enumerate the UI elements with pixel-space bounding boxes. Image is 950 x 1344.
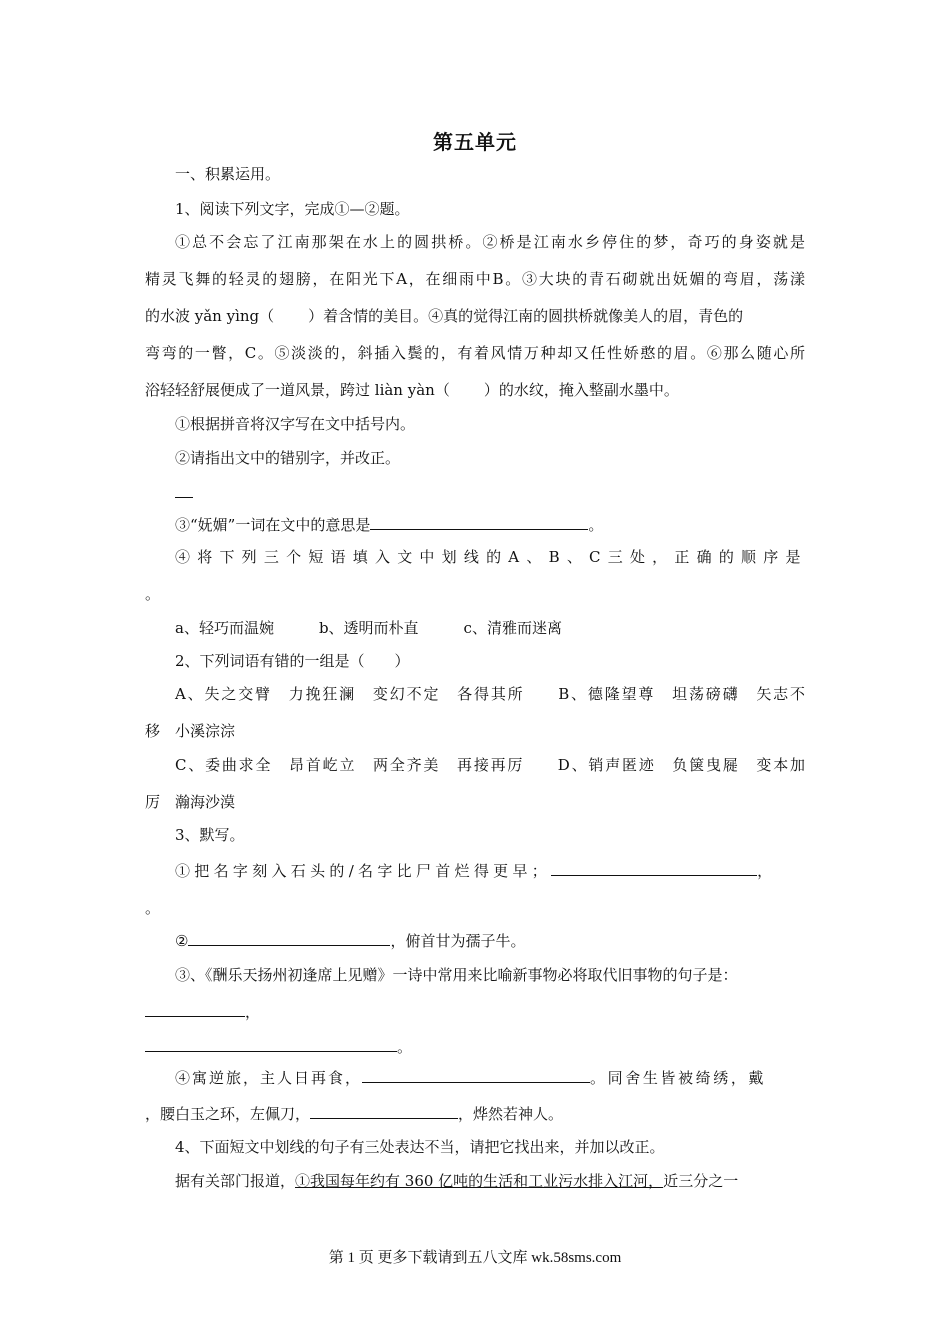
question-3-2-text: ，俯首甘为孺子牛。 [390, 932, 526, 950]
page-footer: 第 1 页 更多下载请到五八文库 wk.58sms.com [328, 1250, 622, 1266]
question-3-3-end: 。 [397, 1038, 413, 1056]
section-heading: 一、积累运用。 [175, 165, 281, 183]
answer-blank[interactable] [188, 930, 390, 946]
option-a-b: A、失之交臂 力挽狂澜 变幻不定 各得其所 B、德隆望尊 坦荡磅礴 矢志不 [175, 685, 805, 703]
passage-line-2: 精灵飞舞的轻灵的翅膀，在阳光下A，在细雨中B。③大块的青石砌就出妩媚的弯眉，荡漾 [145, 270, 805, 288]
answer-dash [175, 497, 193, 498]
question-3-4-text-4: ，烨然若神人。 [458, 1105, 564, 1123]
question-3-3: ③、《酬乐天扬州初逢席上见赠》一诗中常用来比喻新事物必将取代旧事物的句子是： [175, 966, 738, 984]
passage-line-1: ①总不会忘了江南那架在水上的圆拱桥。②桥是江南水乡停住的梦，奇巧的身姿就是 [175, 233, 805, 251]
passage-line-3b: ）着含情的美目。④真的觉得江南的圆拱桥就像美人的眉，青色的 [308, 307, 744, 325]
question-1-3-end: 。 [588, 516, 604, 534]
passage-line-5b: ）的水纹，掩入整副水墨中。 [483, 381, 679, 399]
answer-blank[interactable] [551, 860, 757, 876]
option-c-d: C、委曲求全 昂首屹立 两全齐美 再接再厉 D、销声匿迹 负箧曳屣 变本加 [175, 756, 805, 774]
question-3-4-text: ④寓逆旅，主人日再食， [175, 1069, 363, 1087]
page-title: 第五单元 [433, 130, 517, 154]
passage-text: 据有关部门报道， [175, 1172, 296, 1190]
question-1-2: ②请指出文中的错别字，并改正。 [175, 449, 401, 467]
question-4-passage [175, 1171, 805, 1191]
answer-blank[interactable] [145, 1036, 397, 1052]
question-3-1-end: 。 [145, 899, 161, 917]
question-1-4: ④将下列三个短语填入文中划线的A、B、C三处，正确的顺序是 [175, 548, 805, 566]
question-3: 3、默写。 [175, 826, 245, 844]
option-d-cont: 厉 瀚海沙漠 [145, 793, 236, 811]
question-3-3-blank-line [145, 1001, 805, 1022]
passage-line-3a: 的水波 yǎn yìng（ [145, 307, 275, 325]
question-1-4-end: 。 [145, 585, 161, 603]
answer-blank[interactable] [362, 1067, 590, 1083]
question-3-4-text-2: 。同舍生皆被绮绣，戴 [590, 1069, 767, 1087]
question-1-3-text: ③“妩媚”一词在文中的意思是 [175, 516, 371, 534]
question-3-3-blank-line-2 [145, 1036, 805, 1057]
question-3-4-line-2 [145, 1103, 805, 1124]
question-3-1-text: ①把名字刻入石头的/名字比尸首烂得更早； [175, 862, 552, 880]
answer-blank[interactable] [310, 1103, 458, 1119]
question-2: 2、下列词语有错的一组是（ ） [175, 652, 410, 670]
answer-blank[interactable] [145, 1001, 245, 1017]
question-3-3-comma: ， [245, 1003, 261, 1021]
passage-text-2: 近三分之一 [663, 1172, 739, 1190]
passage-line-3 [145, 306, 805, 326]
passage-line-5a: 浴轻轻舒展便成了一道风景，跨过 liàn yàn（ [145, 381, 450, 399]
question-3-1 [175, 860, 805, 881]
question-3-4 [175, 1067, 805, 1088]
question-3-4-text-3: ，腰白玉之环，左佩刀， [145, 1105, 311, 1123]
question-1-1: ①根据拼音将汉字写在文中括号内。 [175, 415, 416, 433]
question-3-2 [175, 930, 805, 951]
question-3-2-num: ② [175, 932, 189, 950]
passage-line-4: 弯弯的一瞥，C。⑤淡淡的，斜插入鬓的，有着风情万种却又任性娇憨的眉。⑥那么随心所 [145, 344, 805, 362]
question-1: 1、阅读下列文字，完成①—②题。 [175, 200, 410, 218]
phrase-options: a、轻巧而温婉 b、透明而朴直 c、清雅而迷离 [175, 619, 562, 637]
question-4: 4、下面短文中划线的句子有三处表达不当，请把它找出来，并加以改正。 [175, 1138, 665, 1156]
underlined-sentence-1: ①我国每年约有 360 亿吨的生活和工业污水排入江河， [295, 1172, 664, 1190]
question-3-1-comma: ， [757, 862, 773, 880]
question-1-3 [175, 514, 805, 535]
passage-line-5 [145, 380, 805, 400]
answer-blank[interactable] [370, 514, 588, 530]
option-b-cont: 移 小溪淙淙 [145, 722, 236, 740]
